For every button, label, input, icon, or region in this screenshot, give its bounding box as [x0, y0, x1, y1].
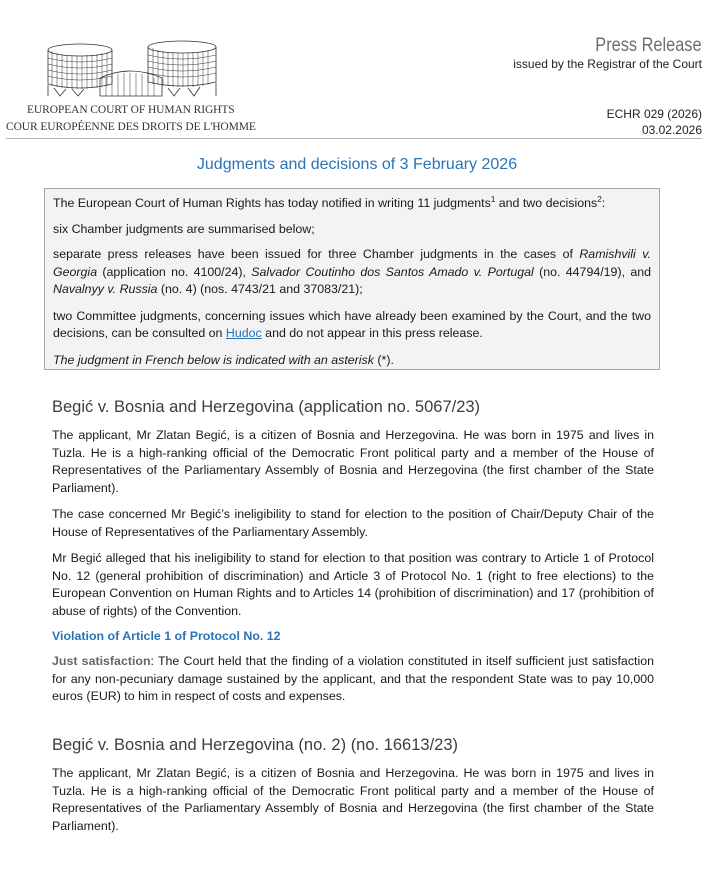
just-satisfaction-label: Just satisfaction — [52, 654, 151, 668]
summary-box — [44, 188, 660, 370]
case-paragraph: The applicant, Mr Zlatan Begić, is a citizen of Bosnia and Herzegovina. He was born in 1975 and lives in Tuzla. He is a high-ranking official of the Democratic Front political party and a member of the House of Representatives of the Parliamentary Assembly of Bosnia and Herzegovina (the first chamber of the State Parliament). — [52, 766, 654, 833]
court-name-french: COUR EUROPÉENNE DES DROITS DE L'HOMME — [6, 121, 256, 133]
summary-intro-text: The European Court of Human Rights has today notified in writing 11 judgments — [53, 196, 491, 210]
hudoc-link[interactable]: Hudoc — [225, 326, 262, 340]
document-type-label: Press Release — [595, 35, 702, 56]
summary-committee-judgments — [53, 308, 651, 343]
text: (no. 44794/19), and — [533, 264, 651, 279]
just-satisfaction-text: : The Court held that the finding of a violation constituted in itself sufficient just satisfaction for any non-pecuniary damage sustained by the applicant, and that the respondent State was to pay 10,000 euros (EUR) to him in respect of costs and expenses. — [52, 654, 654, 703]
page-title: Judgments and decisions of 3 February 2026 — [196, 156, 518, 173]
case-section — [52, 736, 654, 844]
text: (application no. 4100/24), — [97, 264, 252, 279]
text: two Committee judgments, concerning issues which have already been examined by the Court, and the two decisions, can be consulted on — [53, 308, 651, 340]
case-name-navalnyy: Navalnyy v. Russia — [53, 282, 158, 296]
summary-chamber-judgments: six Chamber judgments are summarised below; — [53, 221, 315, 236]
case-name-ramishvili: Ramishvili v. Georgia — [53, 247, 651, 279]
release-date: 03.02.2026 — [641, 123, 702, 137]
issued-by-label: issued by the Registrar of the Court — [513, 57, 702, 71]
text: separate press releases have been issued for three Chamber judgments in the cases of — [53, 247, 580, 261]
footnote-ref-1[interactable]: 1 — [490, 195, 496, 204]
case-paragraph: The case concerned Mr Begić’s ineligibility to stand for election to the position of Chair/Deputy Chair of the House of Representatives of the Parliamentary Assembly. — [52, 507, 654, 539]
summary-intro-text-2: and two decisions — [495, 196, 598, 210]
case-name-salvador: Salvador Coutinho dos Santos Amado v. Portugal — [251, 264, 534, 279]
case-section — [52, 398, 654, 715]
court-name-english: EUROPEAN COURT OF HUMAN RIGHTS — [27, 104, 235, 116]
summary-intro — [53, 195, 651, 213]
case-paragraph: Mr Begić alleged that his ineligibility to stand for election to that position was contrary to Article 1 of Protocol No. 12 (general prohibition of discrimination) and Article 3 of Protocol No. 1 (right to free elections) to the European Convention on Human Rights and to Articles 14 (prohibition of discrimination) and 17 (prohibition of abuse of rights) of the Convention. — [52, 551, 654, 618]
court-building-logo-icon — [38, 38, 222, 102]
reference-number: ECHR 029 (2026) — [606, 107, 702, 121]
footnote-ref-2[interactable]: 2 — [597, 195, 602, 204]
summary-french-note — [53, 352, 651, 370]
summary-intro-colon: : — [601, 196, 606, 210]
text: (*). — [373, 352, 394, 367]
just-satisfaction — [52, 653, 654, 706]
text: and do not appear in this press release. — [261, 326, 483, 340]
case-paragraph: The applicant, Mr Zlatan Begić, is a citizen of Bosnia and Herzegovina. He was born in 1975 and lives in Tuzla. He is a high-ranking official of the Democratic Front political party and a member of the House of Representatives of the Parliamentary Assembly of Bosnia and Herzegovina (the first chamber of the State Parliament). — [52, 428, 654, 495]
summary-separate-releases — [53, 246, 651, 299]
reference-block — [607, 106, 702, 138]
case-title: Begić v. Bosnia and Herzegovina (application no. 5067/23) — [52, 398, 481, 416]
violation-heading: Violation of Article 1 of Protocol No. 12 — [52, 629, 281, 643]
text: (no. 4) (nos. 4743/21 and 37083/21); — [157, 282, 363, 296]
header-divider — [6, 138, 702, 139]
case-title: Begić v. Bosnia and Herzegovina (no. 2) (no. 16613/23) — [52, 736, 459, 754]
text: The judgment in French below is indicated with an asterisk — [53, 352, 374, 367]
